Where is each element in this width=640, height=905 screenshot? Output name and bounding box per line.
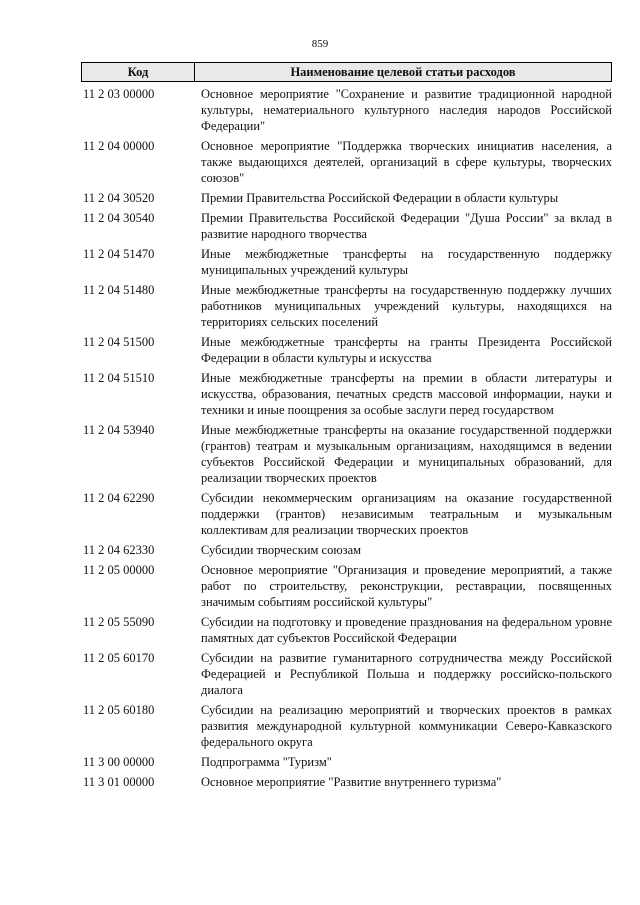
table-header bbox=[81, 62, 612, 82]
table-row bbox=[81, 282, 612, 330]
row-name: Основное мероприятие "Поддержка творческих инициатив населения, а также выдающихся деятелей, организаций в сфере культуры, творческих союзов" bbox=[201, 139, 612, 185]
row-code: 11 2 04 62290 bbox=[83, 491, 155, 505]
table-row bbox=[81, 614, 612, 646]
table-row bbox=[81, 190, 612, 206]
row-name: Премии Правительства Российской Федерации в области культуры bbox=[201, 191, 559, 205]
header-code: Код bbox=[82, 63, 195, 81]
row-name: Субсидии на развитие гуманитарного сотрудничества между Российской Федерацией и Республикой Польша и поддержку российско-польского диалога bbox=[201, 651, 612, 697]
table-row bbox=[81, 542, 612, 558]
row-name: Иные межбюджетные трансферты на оказание государственной поддержки (грантов) театрам и музыкальным организациям, находящимся в ведении субъектов Российской Федерации и муниципальных образований, для реализации творческих проектов bbox=[201, 423, 612, 485]
row-code: 11 2 04 51500 bbox=[83, 335, 155, 349]
row-name: Субсидии некоммерческим организациям на оказание государственной поддержки (грантов) независимым театральным и музыкальным коллективам для реализации творческих проектов bbox=[201, 491, 612, 537]
table-row bbox=[81, 422, 612, 486]
row-name: Премии Правительства Российской Федерации "Душа России" за вклад в развитие народного творчества bbox=[201, 211, 612, 241]
budget-table bbox=[81, 62, 612, 790]
table-row bbox=[81, 370, 612, 418]
table-row bbox=[81, 650, 612, 698]
row-code: 11 2 04 51510 bbox=[83, 371, 155, 385]
row-name: Иные межбюджетные трансферты на премии в области литературы и искусства, образования, печатных средств массовой информации, науки и техники и иные поощрения за особые заслуги перед государством bbox=[201, 371, 612, 417]
row-code: 11 2 05 00000 bbox=[83, 563, 155, 577]
row-name: Субсидии творческим союзам bbox=[201, 543, 362, 557]
row-code: 11 2 04 62330 bbox=[83, 543, 155, 557]
row-name: Подпрограмма "Туризм" bbox=[201, 755, 332, 769]
row-code: 11 2 04 51470 bbox=[83, 247, 155, 261]
table-row bbox=[81, 138, 612, 186]
row-name: Иные межбюджетные трансферты на государственную поддержку лучших работников муниципальных учреждений культуры, находящихся на территориях сельских поселений bbox=[201, 283, 612, 329]
row-name: Основное мероприятие "Развитие внутреннего туризма" bbox=[201, 775, 502, 789]
table-row bbox=[81, 210, 612, 242]
row-code: 11 3 00 00000 bbox=[83, 755, 155, 769]
row-code: 11 3 01 00000 bbox=[83, 775, 155, 789]
page-number: 859 bbox=[311, 38, 329, 50]
row-code: 11 2 05 55090 bbox=[83, 615, 155, 629]
row-name: Иные межбюджетные трансферты на гранты Президента Российской Федерации в области культуры и искусства bbox=[201, 335, 612, 365]
table-row bbox=[81, 86, 612, 134]
row-code: 11 2 04 53940 bbox=[83, 423, 155, 437]
row-code: 11 2 04 00000 bbox=[83, 139, 155, 153]
table-row bbox=[81, 334, 612, 366]
row-name: Субсидии на подготовку и проведение празднования на федеральном уровне памятных дат субъектов Российской Федерации bbox=[201, 615, 612, 645]
row-name: Иные межбюджетные трансферты на государственную поддержку муниципальных учреждений культуры bbox=[201, 247, 612, 277]
row-code: 11 2 04 51480 bbox=[83, 283, 155, 297]
row-name: Субсидии на реализацию мероприятий и творческих проектов в рамках развития международной культурной коммуникации Северо-Кавказского федерального округа bbox=[201, 703, 612, 749]
table-row bbox=[81, 490, 612, 538]
row-code: 11 2 04 30540 bbox=[83, 211, 155, 225]
row-name: Основное мероприятие "Сохранение и развитие традиционной народной культуры, нематериального культурного наследия народов Российской Федерации" bbox=[201, 87, 612, 133]
table-body bbox=[81, 86, 612, 790]
row-code: 11 2 05 60180 bbox=[83, 703, 155, 717]
row-code: 11 2 04 30520 bbox=[83, 191, 155, 205]
header-name: Наименование целевой статьи расходов bbox=[290, 64, 516, 79]
table-row bbox=[81, 246, 612, 278]
table-row bbox=[81, 702, 612, 750]
table-row bbox=[81, 562, 612, 610]
table-row bbox=[81, 754, 612, 770]
row-code: 11 2 03 00000 bbox=[83, 87, 155, 101]
table-row bbox=[81, 774, 612, 790]
row-name: Основное мероприятие "Организация и проведение мероприятий, а также работ по строительству, реконструкции, реставрации, посвященных значимым событиям российской культуры" bbox=[201, 563, 612, 609]
row-code: 11 2 05 60170 bbox=[83, 651, 155, 665]
